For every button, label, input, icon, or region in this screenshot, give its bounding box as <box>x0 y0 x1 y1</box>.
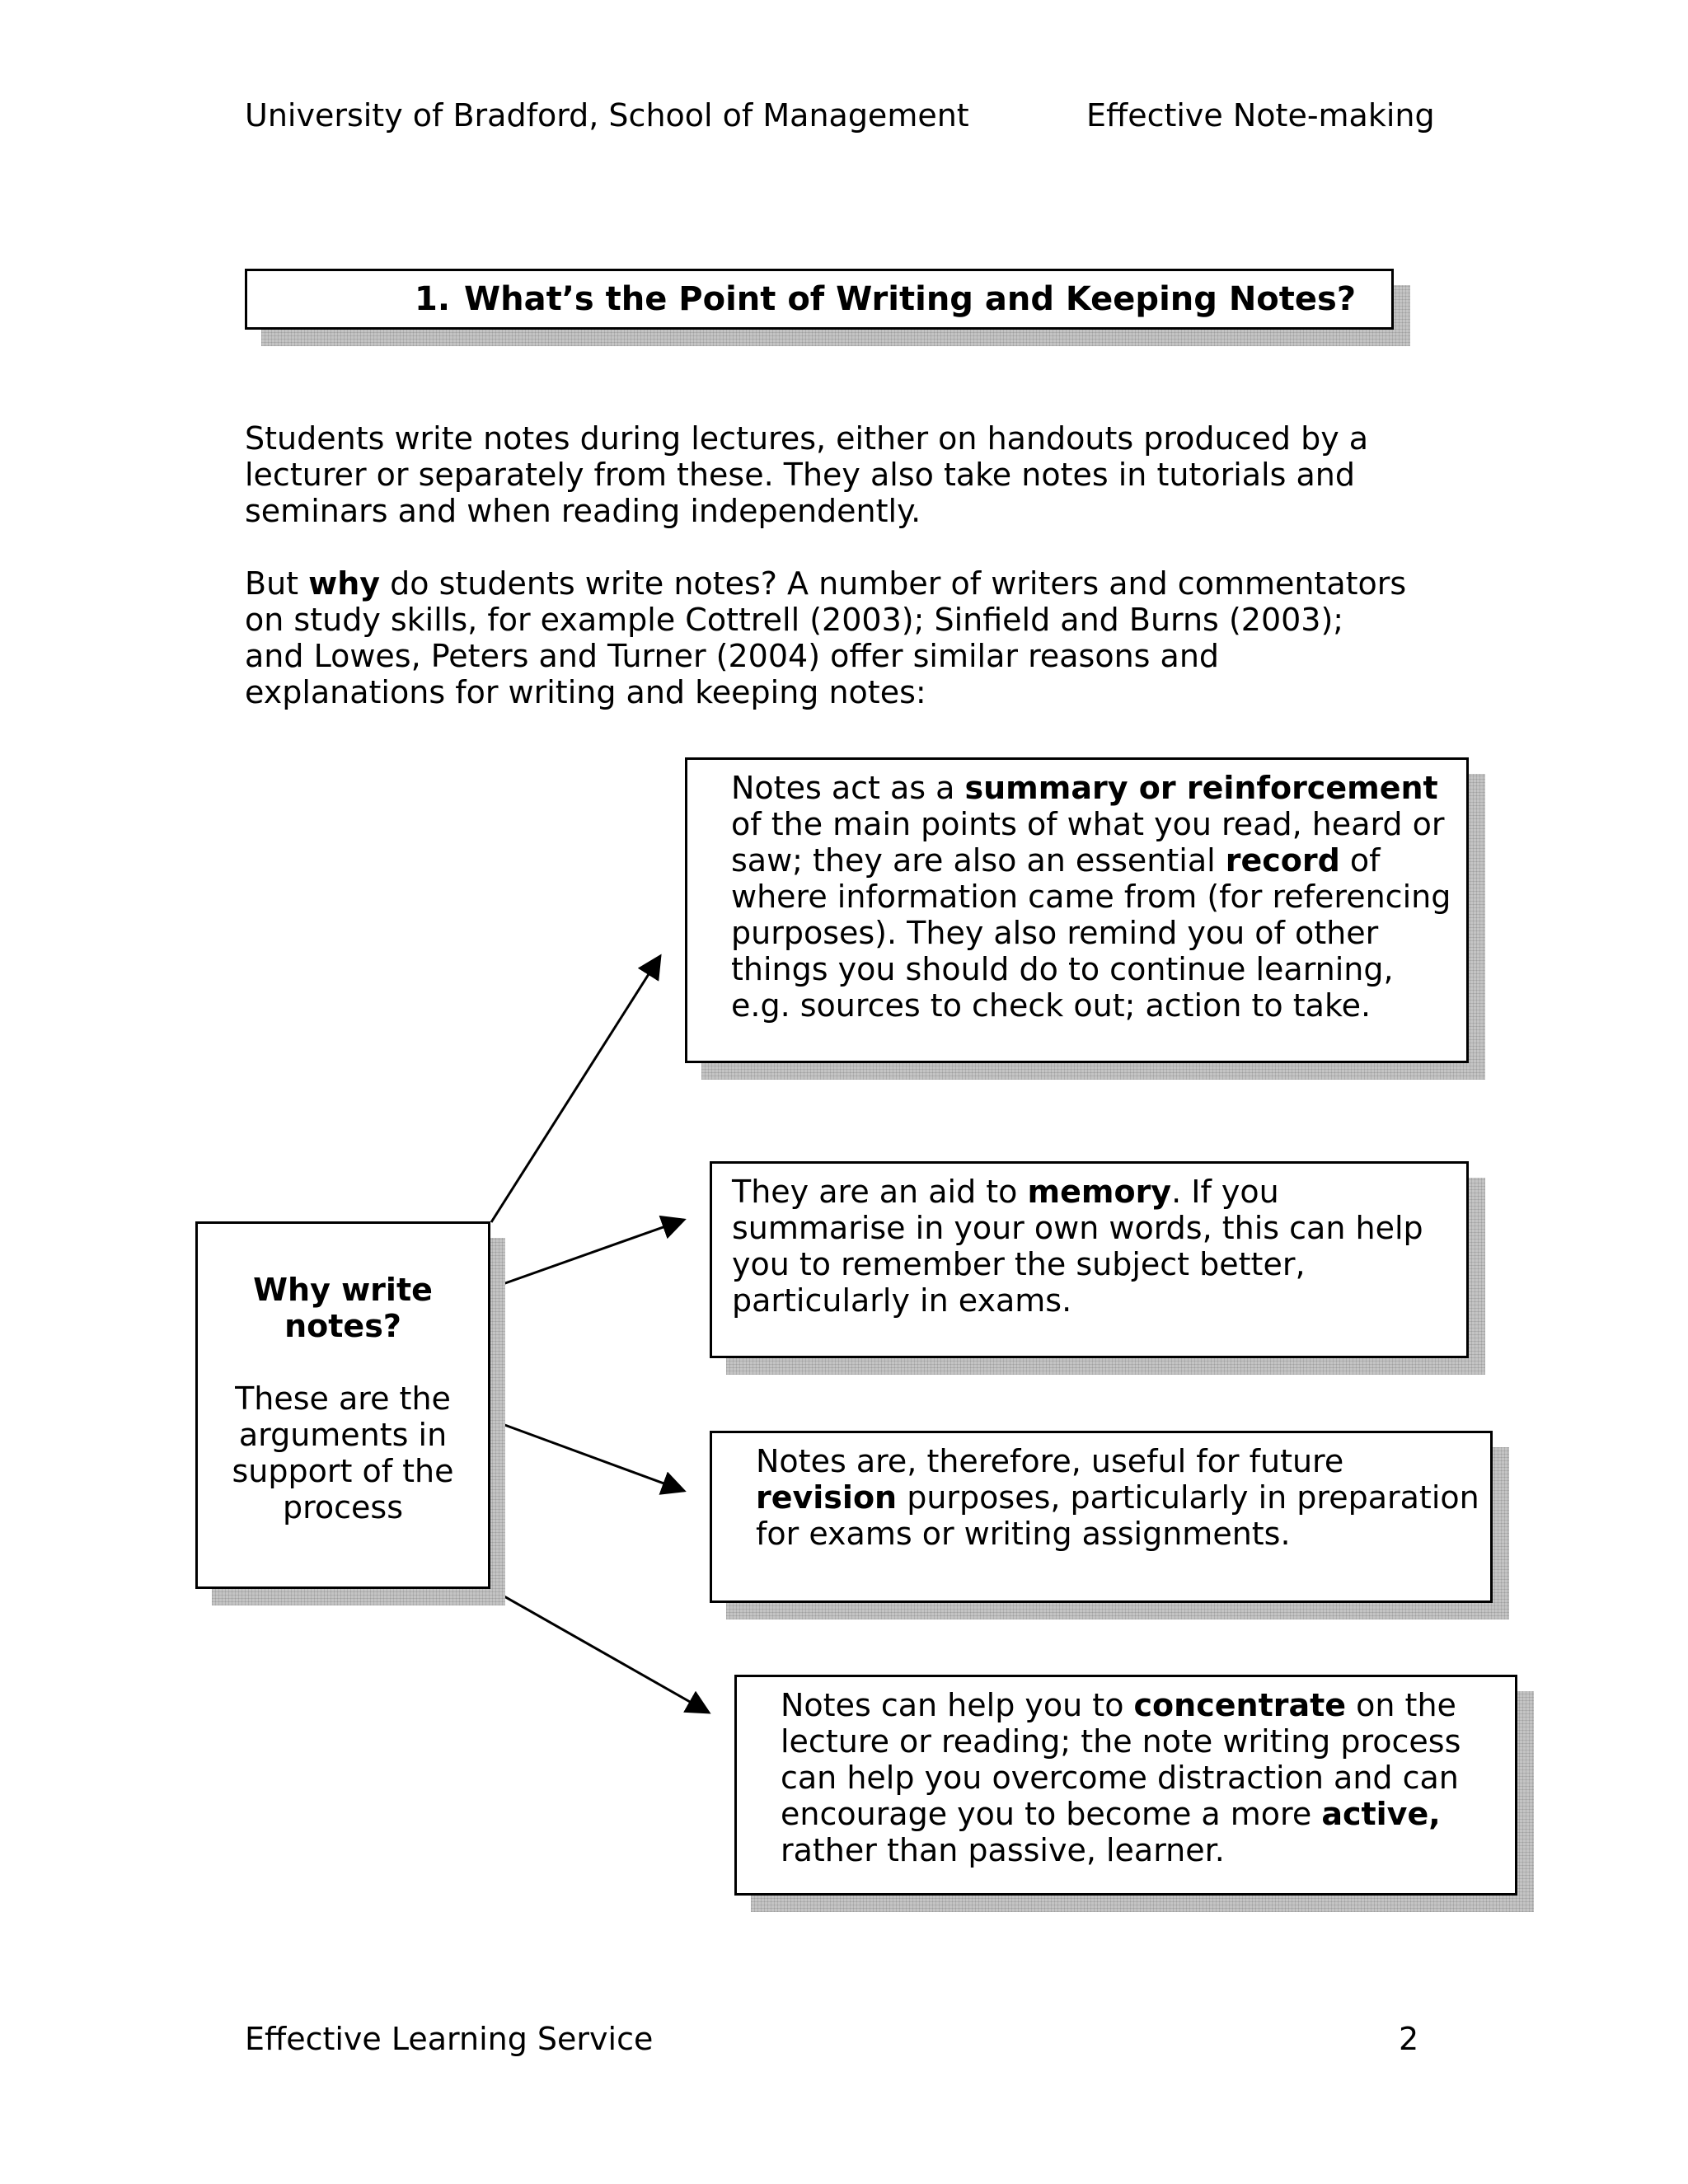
concentrate-box <box>734 1675 1517 1896</box>
section-number: 1. <box>415 280 451 318</box>
header-right: Effective Note-making <box>1086 97 1435 134</box>
memory-box-text: They are an aid to memory. If you summarise in your own words, this can help you to remember the subject better, particularly in exams. <box>732 1174 1423 1319</box>
center-box-heading: Why write notes? <box>253 1272 433 1344</box>
summary-box <box>685 757 1469 1063</box>
why-write-notes-box <box>195 1221 490 1589</box>
arrow-to-summary <box>491 956 660 1222</box>
arrow-to-memory <box>491 1220 684 1288</box>
intro-p2-bold: why <box>308 565 381 602</box>
concentrate-box-text: Notes can help you to concentrate on the lecture or reading; the note writing process can help you overcome distraction and can encourage you to become a more active, rather than passive, learner. <box>781 1687 1461 1868</box>
revision-box <box>710 1431 1493 1603</box>
page-number: 2 <box>1399 2021 1419 2057</box>
center-box-text: These are the arguments in support of the process <box>232 1380 454 1526</box>
revision-box-text: Notes are, therefore, useful for future revision purposes, particularly in preparation for exams or writing assignments. <box>756 1443 1479 1552</box>
arrow-to-revision <box>491 1420 684 1491</box>
header-left: University of Bradford, School of Management <box>245 97 969 134</box>
footer-left: Effective Learning Service <box>245 2021 654 2057</box>
intro-p2-text-b: do students write notes? A number of writers and commentators on study skills, for example Cottrell (2003); Sinfield and Burns (2003); and Lowes, Peters and Turner (2004) offer similar reasons and explanations for writing and keeping notes: <box>245 565 1407 710</box>
arrow-to-concentrate <box>491 1589 709 1713</box>
intro-p2-text-a: But <box>245 565 309 602</box>
memory-box <box>710 1161 1469 1358</box>
summary-box-text: Notes act as a summary or reinforcement of the main points of what you read, heard or saw; they are also an essential record of where information came from (for referencing purposes). They also remind you of other things you should do to continue learning, e.g. sources to check out; action to take. <box>731 770 1451 1024</box>
intro-paragraph-1: Students write notes during lectures, either on handouts produced by a lecturer or separately from these. They also take notes in tutorials and seminars and when reading independently. <box>245 420 1369 529</box>
section-title: What’s the Point of Writing and Keeping Notes? <box>464 280 1357 318</box>
